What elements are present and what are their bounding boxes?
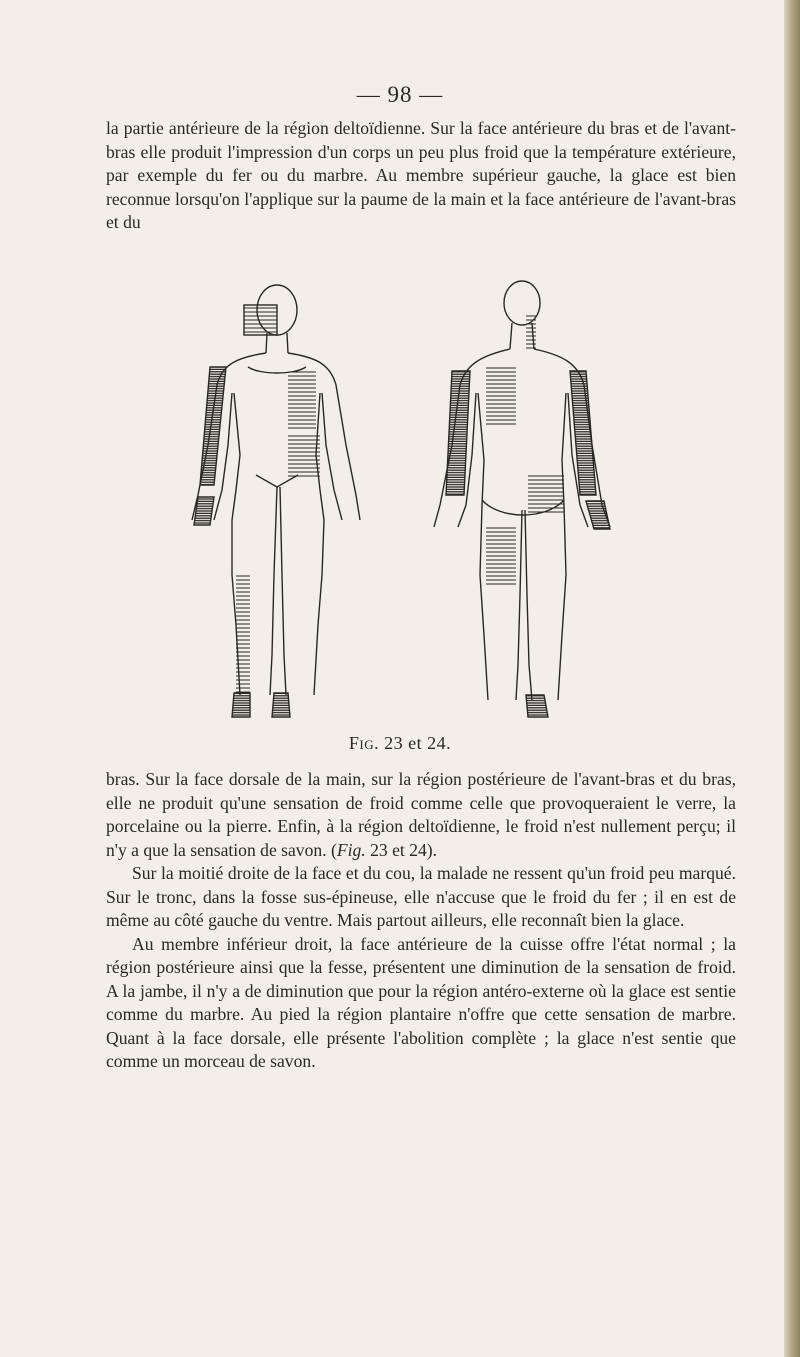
front-left-arm-dense (200, 367, 226, 485)
text-block-top (106, 117, 736, 235)
back-neck-hatch (526, 315, 536, 349)
page-edge (784, 0, 800, 1357)
body-diagrams-svg (170, 275, 630, 725)
paragraph-top: la partie antérieure de la région deltoïdienne. Sur la face antérieure du bras et de l'avant-bras elle produit l'impression d'un corps un peu plus froid que la température extérieure, par exemple du fer ou du marbre. Au membre supérieur gauche, la glace est bien reconnue lorsqu'on l'applique sur la paume de la main et la face antérieure de l'avant-bras et du (106, 118, 736, 232)
figure-caption (0, 733, 800, 754)
back-upper-left-hatch (486, 365, 516, 425)
text-block-bottom (106, 768, 736, 1074)
front-neck (266, 333, 288, 353)
back-left-arm-dense (446, 371, 470, 495)
front-body-figure (192, 285, 360, 717)
back-inner-legs (516, 510, 532, 700)
back-left-thigh-hatch (486, 525, 516, 585)
back-right-foot-dense (526, 695, 548, 717)
figure-body-diagrams (170, 275, 630, 725)
front-left-foot-dense (232, 693, 250, 717)
front-inner-legs (270, 487, 286, 695)
caption-label: Fig. (348, 733, 380, 753)
page-number: — 98 — (356, 82, 444, 107)
back-body-figure (434, 281, 610, 717)
caption-numbers: 23 et 24. (384, 733, 452, 753)
back-right-arm-dense (570, 371, 596, 495)
figure-reference: Fig. (336, 839, 366, 860)
front-left-shin-hatch (236, 575, 250, 695)
paragraph-1 (106, 768, 736, 862)
back-right-side (558, 393, 566, 700)
paragraph-1-text: bras. Sur la face dorsale de la main, sur la région postérieure de l'avant-bras et du bras, elle ne produit qu'une sensation de froid comme celle que provoqueraient le verre, la porcelaine ou la pierre. Enfin, à la région deltoïdienne, le froid n'est nullement perçu; il n'y a que la sensation de savon. ( (106, 769, 736, 860)
back-lower-right-hatch (528, 475, 564, 515)
front-abdomen-hatch (288, 435, 320, 479)
front-right-foot-dense (272, 693, 290, 717)
paragraph-1-end: 23 et 24). (365, 839, 438, 860)
paragraph-2: Sur la moitié droite de la face et du cou, la malade ne ressent qu'un froid peu marqué. Sur le tronc, dans la fosse sus-épineuse, elle n'accuse que le froid du fer ; il en est de même au côté gauche du ventre. Mais partout ailleurs, elle reconnaît bien la glace. (106, 863, 736, 930)
front-left-hand-dense (194, 497, 214, 525)
front-face-hatch (244, 305, 277, 335)
paragraph-3: Au membre inférieur droit, la face antérieure de la cuisse offre l'état normal ; la région postérieure ainsi que la fesse, présentent une diminution de la sensation de froid. A la jambe, il n'y a de diminution que pour la région antéro-externe où la glace est sentie comme du marbre. Au pied la région plantaire n'offre que cette sensation de marbre. Quant à la face dorsale, elle présente l'abolition complète ; la glace n'est sentie que comme un morceau de savon. (106, 933, 736, 1071)
front-right-inner-arm (322, 393, 342, 520)
back-right-hand-dense (586, 501, 610, 529)
front-chest-hatch (288, 370, 316, 430)
